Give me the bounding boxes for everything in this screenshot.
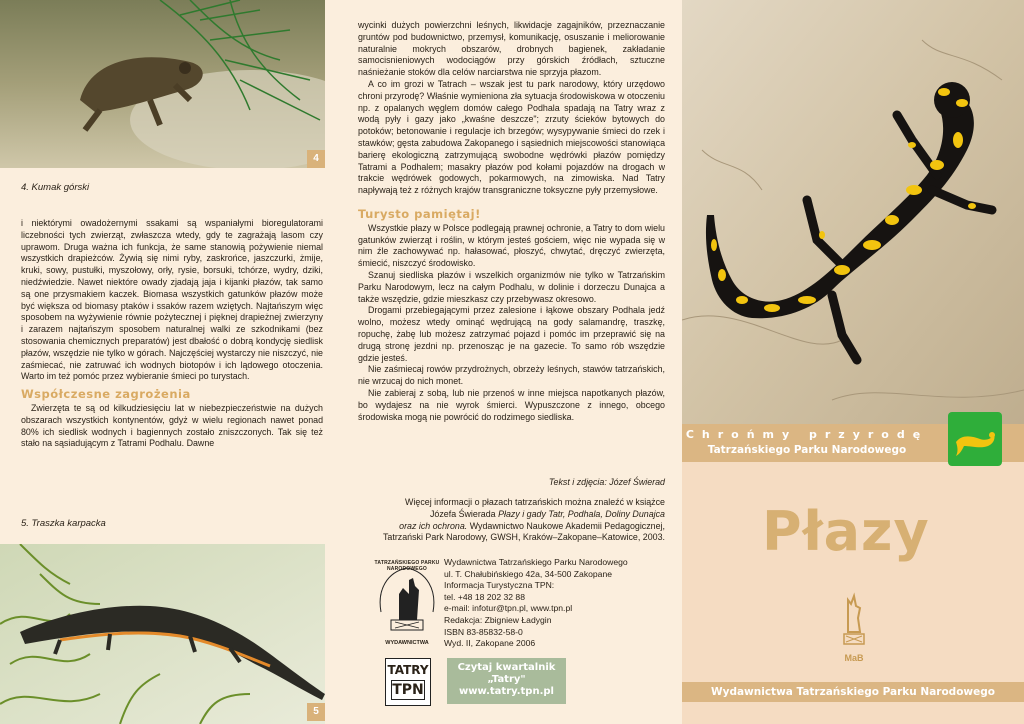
threat-paragraph: Zwierzęta te są od kilkudziesięciu lat w niebezpieczeństwie na dużych obszarach wszystkich kontynentów, gdyż w wielu regionach nawet ponad 80% ich siedlisk wodnych i bagiennych zostało zniszczonych. Tak się też stało na sąsiadującym z Tatrami Podhalu. Dawne xyxy=(21,402,323,449)
ref-line-1: Więcej informacji o płazach tatrzańskich można znaleźć w książce xyxy=(405,497,665,507)
ref-line-4: Tatrzański Park Narodowy, GWSH, Kraków–Zakopane–Katowice, 2003. xyxy=(383,532,665,543)
caption-top: 4. Kumak górski xyxy=(21,182,90,193)
tatry-logo-top: TATRY xyxy=(387,663,429,677)
ref-book-title: Płazy i gady Tatr, Podhala, Doliny Dunajca xyxy=(498,508,665,519)
pub-line: Redakcja: Zbigniew Ładygin xyxy=(444,614,552,625)
pub-line: Wydawnictwa Tatrzańskiego Parku Narodowego xyxy=(444,557,628,567)
salamander-logo xyxy=(948,412,1002,466)
kwartalnik-line-2: „Tatry" xyxy=(487,674,526,685)
kwartalnik-box[interactable] xyxy=(447,658,566,704)
pub-line: ISBN 83-85832-58-0 xyxy=(444,626,523,637)
tatry-tpn-logo xyxy=(385,658,431,706)
photo-carpathian-newt xyxy=(0,544,325,724)
left-body-text xyxy=(21,218,323,450)
cover-panel xyxy=(682,0,1024,724)
paragraph-2: A co im grozi w Tatrach – wszak jest tu park narodowy, który urzędowo chroni przyrodę? Właśnie wymieniona zła sytuacja środowiskowa w otoczeniu np. z opalanych węglem domów całego Podhala spadają na Tatry wraz z wodą pyły i gazy jako „kwaśne deszcze"; zrzuty ścieków bytowych do potoków; betonowanie i regulacje ich brzegów; wysypywanie śmieci do rzek i stawków; gęsta zabudowa Zakopanego i sąsiednich miejscowości stanowiąca barierę ekologiczną zatrzymującą swobodne wędrówki płazów pomiędzy Tatrami a Podhalem; masakry płazów pod kołami pojazdów na drogach w trakcie wędrówek godowych, pokarmowych, na zimowiska. Nad Tatry napływają też z różnych krajów transgraniczne toksyczne pyły przemysłowe. xyxy=(358,78,665,196)
cover-footer xyxy=(682,682,1024,702)
band-park-name: Tatrzańskiego Parku Narodowego xyxy=(707,444,907,456)
tpn-publisher-logo xyxy=(373,560,441,648)
paragraph-6: Nie zaśmiecaj rowów przydrożnych, obrzeży leśnych, stawów tatrzańskich, nie wrzucaj do nich monet. xyxy=(358,364,665,387)
chamois-icon xyxy=(834,592,874,648)
photo-fire-salamander xyxy=(682,0,1024,424)
left-panel xyxy=(0,0,340,724)
paragraph-5: Drogami przebiegającymi przez zalesione i łąkowe obszary Podhala jedź wolno, możesz wtedy ominąć wędrującą na gody salamandrę, traszkę, ropuchę, żabę lub możesz zatrzymać pojazd i pomóc im przeprawić się na drugą stronę jezdni np. przenosząc je na gazecie. To samo rób wszędzie gdzie jesteś. xyxy=(358,305,665,363)
page-number-5: 5 xyxy=(307,703,325,721)
signature: Tekst i zdjęcia: Józef Świerad xyxy=(548,477,665,487)
middle-panel xyxy=(340,0,682,724)
middle-body-text xyxy=(358,20,665,423)
salamander-icon xyxy=(948,412,1002,466)
logo-ring-text: TATRZAŃSKIEGO PARKU NARODOWEGO xyxy=(374,560,440,572)
pub-line: e-mail: infotur@tpn.pl, www.tpn.pl xyxy=(444,603,573,614)
photo-fire-bellied-toad xyxy=(0,0,325,168)
pub-line: Informacja Turystyczna TPN: xyxy=(444,580,555,591)
heading-tourist: Turysto pamiętaj! xyxy=(358,206,481,221)
page-number-4: 4 xyxy=(307,150,325,168)
cover-title: Płazy xyxy=(762,500,930,563)
paragraph-7: Nie zabieraj z sobą, lub nie przenoś w inne miejsca napotkanych płazów, bo wydajesz na nie wyrok śmierci. Wypuszczone z innego, obcego środowiska mogą nie powrócić do rodzimego siedliska. xyxy=(358,387,665,422)
ref-book-title-cont: oraz ich ochrona. xyxy=(399,520,468,531)
caption-bottom: 5. Traszka karpacka xyxy=(21,518,106,529)
paragraph-1: wycinki dużych powierzchni leśnych, likwidacje zagajników, przeznaczanie gruntów pod budownictwo, przemysł, komunikację, osuszanie i meliorowanie naturalnie mokrych obszarów, drobnych bagienek, zakładanie samocisnieniowych wodociągów przy górskich źródłach, sztuczne naśnieżanie stoków dla celów narciarstwa nie sprzyja płazom. xyxy=(358,20,665,78)
pub-line: Wyd. II, Zakopane 2006 xyxy=(444,638,536,649)
ref-publisher: Wydawnictwo Naukowe Akademii Pedagogicznej, xyxy=(467,520,665,531)
kwartalnik-line-1: Czytaj kwartalnik xyxy=(457,662,556,673)
band-slogan: Chrońmy przyrodę xyxy=(685,428,929,441)
publisher-info xyxy=(444,557,664,650)
paragraph-4: Szanuj siedliska płazów i wszelkich organizmów nie tylko w Tatrzańskim Parku Narodowym, lecz na całym Podhalu, w dolinie i dorzeczu Dunajca a także wszędzie, gdzie mieszkasz czy przebywasz okresowo. xyxy=(358,269,665,304)
body-paragraph: i niektórymi owadożernymi ssakami są wspaniałymi bioregulatorami liczebności tych zwierząt, zwłaszcza wtedy, gdy te zagrażają lasom czy uprawom. Druga ważna ich funkcja, że same stanowią pożywienie niemal wszystkich drapieżców. Żywią się nimi ryby, zaskrońce, jaszczurki, żmije, kruki, sowy, pustułki, myszołowy, orły, rysie, borsuki, tchórze, wydry, dziki, niedźwiedzie. Nawet niektóre owady zjadają jaja i kijanki płazów, tak samo są one przysmakiem kaczek. Biomasa wszystkich gatunków płazów może być większa od biomasy ptaków i ssaków razem wziętych. Najtańszym więc sposobem na wyżywienie równie pożytecznej i pięknej drapieżnej zwierzyny i zarazem najtańszym sposobem naturalnej walki ze szkodnikami (bez stosowania chemicznych preparatów) jest dbałość o dobrą kondycję siedlisk płazów, wszędzie nie tylko w górach. Najczęściej wystarczy nie niszczyć, nie zaśmiecać, nie zatruwać ich wodnych biotopów i ich lądowego otoczenia. Warto im też pomóc przez wybieranie śmieci po turystach. xyxy=(21,218,323,382)
ref-author: Józefa Świerada xyxy=(429,508,499,519)
pub-line: ul. T. Chałubińskiego 42a, 34-500 Zakopane xyxy=(444,568,613,579)
mab-logo xyxy=(834,592,874,662)
kwartalnik-link[interactable]: www.tatry.tpn.pl xyxy=(459,686,554,697)
tatry-logo-bottom: TPN xyxy=(392,682,424,698)
mab-text: MaB xyxy=(844,653,864,663)
pub-line: tel. +48 18 202 32 88 xyxy=(444,591,525,602)
paragraph-3: Wszystkie płazy w Polsce podlegają prawnej ochronie, a Tatry to dom wielu gatunków zwierząt i roślin, w którym jesteś gościem, więc nie wypada się w nim źle zachowywać np. hałasować, płoszyć, chwytać, dręczyć zwierzęta, śmiecić, niszczyć środowisko. xyxy=(358,222,665,269)
logo-bottom-text: WYDAWNICTWA xyxy=(385,640,429,646)
heading-threats: Współczesne zagrożenia xyxy=(21,387,191,402)
book-reference xyxy=(355,497,665,544)
footer-publisher: Wydawnictwa Tatrzańskiego Parku Narodowego xyxy=(711,686,995,698)
